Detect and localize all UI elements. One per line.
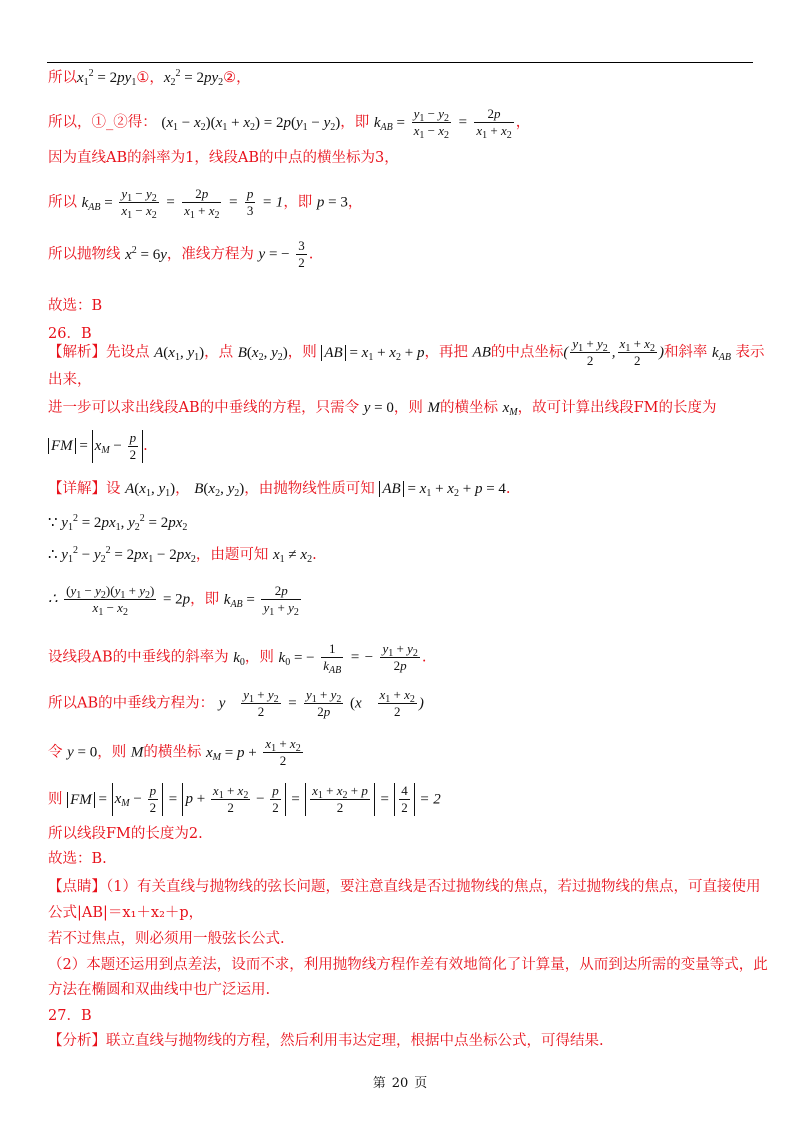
text-line-11: FM = $x_M$ − $\frac{p}{2}$ . xyxy=(48,430,148,463)
text-line-4: 所以 $k_{AB}$ = $\frac{y_1 - y_2}{x_1 - x_2}$ = $\frac{2p}{x_1 + x_2}$ = $\frac{p}{3}$ = 1，即 p = 3， xyxy=(48,186,363,221)
text-line-3: 因为直线AB的斜率为1，线段AB的中点的横坐标为3， xyxy=(48,150,399,166)
text-segment: ，故可计算出线段FM的长度为 xyxy=(517,400,717,416)
text-line-17: 所以AB的中垂线方程为： y $\frac{y_1 + y_2}{2}$ = $\frac{y_1 + y_2}{2p}$ (x $\frac{x_1 + x_2}{2}$ ) xyxy=(48,687,424,719)
text-line-19: 则 FM = $x_M$ − $\frac{p}{2}$ = p + $\frac{x_1 + x_2}{2}$ − $\frac{p}{2}$ = $\frac{x_1 + x_2 + p}{2}$ = $\frac{4}{2}$ = 2 xyxy=(48,783,441,815)
footer-suffix: 页 xyxy=(414,1076,428,1091)
text-line-9: 出来， xyxy=(48,372,92,388)
text-segment: ，即 xyxy=(340,114,370,131)
text-segment: ，点 xyxy=(204,344,234,361)
text-segment: ， xyxy=(236,70,251,86)
page-footer xyxy=(0,1072,800,1091)
text-segment: 【解析】先设点 xyxy=(48,344,150,361)
text-line-15: ∴ $\frac{(y_1 - y_2)(y_1 + y_2)}{x_1 - x_2}$ = 2p，即 $k_{AB}$ = $\frac{2p}{y_1 + y_2}$ xyxy=(48,583,299,618)
text-line-6: 故选：B xyxy=(48,298,103,314)
text-segment: ，即 xyxy=(190,591,220,608)
text-segment: ， xyxy=(175,481,190,497)
text-segment: ，由抛物线性质可知 xyxy=(244,481,375,497)
text-segment: 所以AB的中垂线方程为： xyxy=(48,695,215,712)
text-segment: ，则 xyxy=(287,344,317,361)
text-segment: 所以， xyxy=(48,114,92,131)
text-segment: 【详解】设 xyxy=(48,481,121,497)
footer-prefix: 第 xyxy=(372,1076,386,1091)
text-line-18: 令 y = 0，则 M的横坐标 $x_M = p$ + $\frac{x_1 + x_2}{2}$ xyxy=(48,736,301,768)
text-segment: ， xyxy=(515,114,531,131)
text-line-20: 所以线段FM的长度为2. xyxy=(48,826,203,842)
page-number: 20 xyxy=(391,1076,409,1091)
text-segment: ，由题可知 xyxy=(195,547,269,563)
text-line-28: 【分析】联立直线与抛物线的方程，然后利用韦达定理，根据中点坐标公式，可得结果. xyxy=(48,1033,604,1049)
text-line-23: 公式|AB|＝x₁＋x₂＋p， xyxy=(48,905,204,921)
text-segment: ，准线方程为 xyxy=(166,246,254,263)
text-segment: 设线段AB的中垂线的斜率为 xyxy=(48,649,229,666)
text-segment: 表示 xyxy=(735,344,765,361)
text-segment: 所以 xyxy=(48,70,77,86)
text-segment: 则 xyxy=(48,791,63,808)
text-segment: ， xyxy=(149,70,164,86)
text-segment: 的中点坐标 xyxy=(490,344,564,361)
text-segment: ， xyxy=(347,194,363,211)
text-line-1: 所以$x_1^2$ = $2py_1①$，$x_2^2$ = $2py_2②$， xyxy=(48,68,251,88)
text-line-27: 27．B xyxy=(48,1008,92,1024)
text-segment: 和斜率 xyxy=(663,344,708,361)
text-segment: ，则 xyxy=(393,400,423,416)
text-line-12: 【详解】设 $A(x_1$, $y_1$)， $B(x_2$, $y_2$)，由抛物线性质可知 AB = $x_1 + x_2 + p = 4$. xyxy=(48,481,511,499)
text-segment: 进一步可以求出线段AB的中垂线的方程，只需令 xyxy=(48,400,360,416)
text-segment: . xyxy=(143,437,148,454)
header-rule xyxy=(47,62,753,63)
text-line-14: ∴ $y_1^2 - y_2^2 = 2px_1 - 2px_2$，由题可知 $x_1 \ne x_2$. xyxy=(48,545,317,565)
text-segment: 所以抛物线 xyxy=(48,246,121,263)
text-segment: . xyxy=(312,547,317,563)
text-line-26: 方法在椭圆和双曲线中也广泛运用. xyxy=(48,982,271,998)
text-line-24: 若不过焦点，则必须用一般弦长公式. xyxy=(48,931,285,947)
text-segment: ，则 xyxy=(97,744,127,761)
text-line-16: 设线段AB的中垂线的斜率为 $k_0$，则 $k_0$ = − $\frac{1}{k_{AB}}$ = − $\frac{y_1 + y_2}{2p}$ . xyxy=(48,641,427,676)
text-segment: ，再把 xyxy=(424,344,468,361)
text-line-21: 故选：B. xyxy=(48,851,107,867)
text-line-10: 进一步可以求出线段AB的中垂线的方程，只需令 y = 0，则 M的横坐标 $x_M$，故可计算出线段FM的长度为 xyxy=(48,400,717,418)
text-line-13: ∵ $y_1^2 = 2px_1$, $y_2^2 = 2px_2$ xyxy=(48,513,188,533)
text-line-7: 26．B xyxy=(48,326,92,342)
text-segment: 所以 xyxy=(48,194,77,211)
text-segment: ①_②得： xyxy=(91,114,157,131)
text-line-25: （2）本题还运用到点差法，设而不求，利用抛物线方程作差有效地简化了计算量，从而到达所需的变量等式，此 xyxy=(48,957,768,973)
text-segment: 的横坐标 xyxy=(440,400,498,416)
text-segment: 令 xyxy=(48,744,63,761)
text-segment: ，即 xyxy=(283,194,313,211)
text-line-22: 【点睛】（1）有关直线与抛物线的弦长问题，要注意直线是否过抛物线的焦点，若过抛物线的焦点，可直接使用 xyxy=(48,879,761,895)
text-line-8: 【解析】先设点 $A(x_1$, $y_1$)，点 $B(x_2$, $y_2$)，则 AB = $x_1 + x_2 + p$，再把 AB的中点坐标( $\frac{y_1 + y_2}{2}$ , $\frac{x_1 + x_2}{2}$ )和斜率 $k_{AB}$ 表示 xyxy=(48,336,765,368)
text-segment: ，则 xyxy=(244,649,274,666)
text-segment: . xyxy=(505,481,511,497)
text-segment: . xyxy=(308,246,314,263)
text-line-5: 所以抛物线 $x^2 = 6y$，准线方程为 y = − $\frac{3}{2}$ . xyxy=(48,238,314,270)
text-line-2: 所以，①_②得： $(x_1 - x_2)(x_1 + x_2) = 2p(y_1 - y_2)$，即 $k_{AB}$ = $\frac{y_1 - y_2}{x_1 - x_2}$ = $\frac{2p}{x_1 + x_2}$ ， xyxy=(48,106,531,141)
text-segment: 的横坐标 xyxy=(143,744,202,761)
text-segment: . xyxy=(421,649,427,666)
